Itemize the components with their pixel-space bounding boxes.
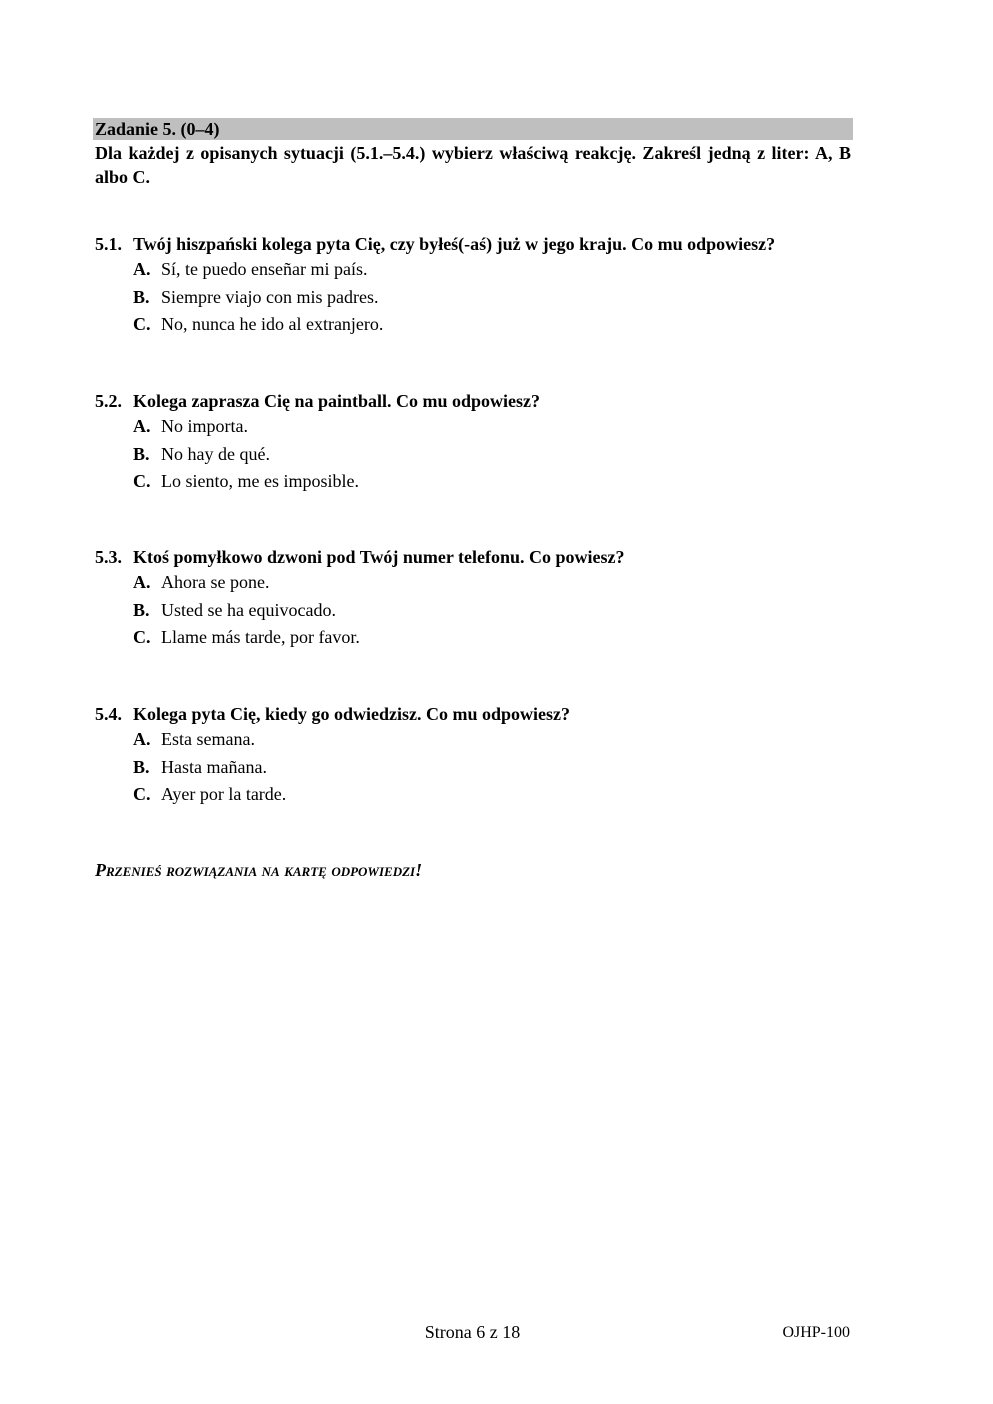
option-text: Ayer por la tarde.: [161, 784, 287, 804]
answer-option-c[interactable]: [95, 311, 875, 339]
answer-option-c[interactable]: [95, 781, 875, 809]
option-text: Esta semana.: [161, 729, 255, 749]
answer-option-a[interactable]: [95, 256, 875, 284]
option-text: Sí, te puedo enseñar mi país.: [161, 259, 368, 279]
answer-option-b[interactable]: [95, 441, 875, 469]
exam-code: OJHP-100: [782, 1324, 850, 1341]
answer-option-b[interactable]: [95, 284, 875, 312]
answer-option-c[interactable]: [95, 624, 875, 652]
question-prompt: [95, 389, 875, 413]
answer-option-a[interactable]: [95, 726, 875, 754]
option-letter[interactable]: C.: [133, 784, 151, 804]
question-5-2: [95, 389, 875, 496]
task-header: Zadanie 5. (0–4): [93, 118, 853, 140]
transfer-answers-note: Przenieś rozwiązania na kartę odpowiedzi!: [95, 860, 423, 880]
question-text: Ktoś pomyłkowo dzwoni pod Twój numer telefonu. Co powiesz?: [133, 547, 625, 567]
option-letter[interactable]: A.: [133, 729, 151, 749]
option-letter[interactable]: A.: [133, 259, 151, 279]
option-text: Lo siento, me es imposible.: [161, 471, 359, 491]
option-letter[interactable]: B.: [133, 599, 150, 620]
question-prompt: [95, 545, 875, 569]
question-text: Kolega zaprasza Cię na paintball. Co mu odpowiesz?: [133, 391, 541, 411]
option-text: Usted se ha equivocado.: [161, 599, 336, 620]
answer-option-a[interactable]: [95, 413, 875, 441]
option-letter[interactable]: C.: [133, 471, 151, 491]
answer-option-b[interactable]: [95, 754, 875, 782]
option-text: Llame más tarde, por favor.: [161, 627, 360, 647]
option-letter[interactable]: A.: [133, 572, 151, 592]
page-number: Strona 6 z 18: [424, 1322, 521, 1342]
option-text: Hasta mañana.: [161, 756, 267, 777]
option-text: No, nunca he ido al extranjero.: [161, 314, 384, 334]
option-letter[interactable]: A.: [133, 416, 151, 436]
question-text: Kolega pyta Cię, kiedy go odwiedzisz. Co mu odpowiesz?: [133, 704, 571, 724]
question-5-3: [95, 545, 875, 652]
option-letter[interactable]: B.: [133, 756, 150, 777]
question-number: 5.2.: [95, 391, 122, 411]
question-number: 5.1.: [95, 234, 122, 254]
question-prompt: [95, 702, 875, 726]
option-text: Siempre viajo con mis padres.: [161, 286, 379, 307]
question-number: 5.3.: [95, 547, 122, 567]
option-letter[interactable]: C.: [133, 314, 151, 334]
answer-option-c[interactable]: [95, 468, 875, 496]
option-letter[interactable]: B.: [133, 443, 150, 464]
question-5-4: [95, 702, 875, 809]
answer-option-a[interactable]: [95, 569, 875, 597]
option-text: No importa.: [161, 416, 248, 436]
question-5-1: [95, 232, 875, 339]
option-letter[interactable]: C.: [133, 627, 151, 647]
option-text: No hay de qué.: [161, 443, 270, 464]
question-prompt: [95, 232, 875, 256]
task-instruction: Dla każdej z opisanych sytuacji (5.1.–5.4.) wybierz właściwą reakcję. Zakreśl jedną z liter: A, B albo C.: [95, 143, 851, 187]
option-letter[interactable]: B.: [133, 286, 150, 307]
question-text: Twój hiszpański kolega pyta Cię, czy byłeś(-aś) już w jego kraju. Co mu odpowiesz?: [133, 234, 776, 254]
question-number: 5.4.: [95, 704, 122, 724]
answer-option-b[interactable]: [95, 597, 875, 625]
option-text: Ahora se pone.: [161, 572, 270, 592]
